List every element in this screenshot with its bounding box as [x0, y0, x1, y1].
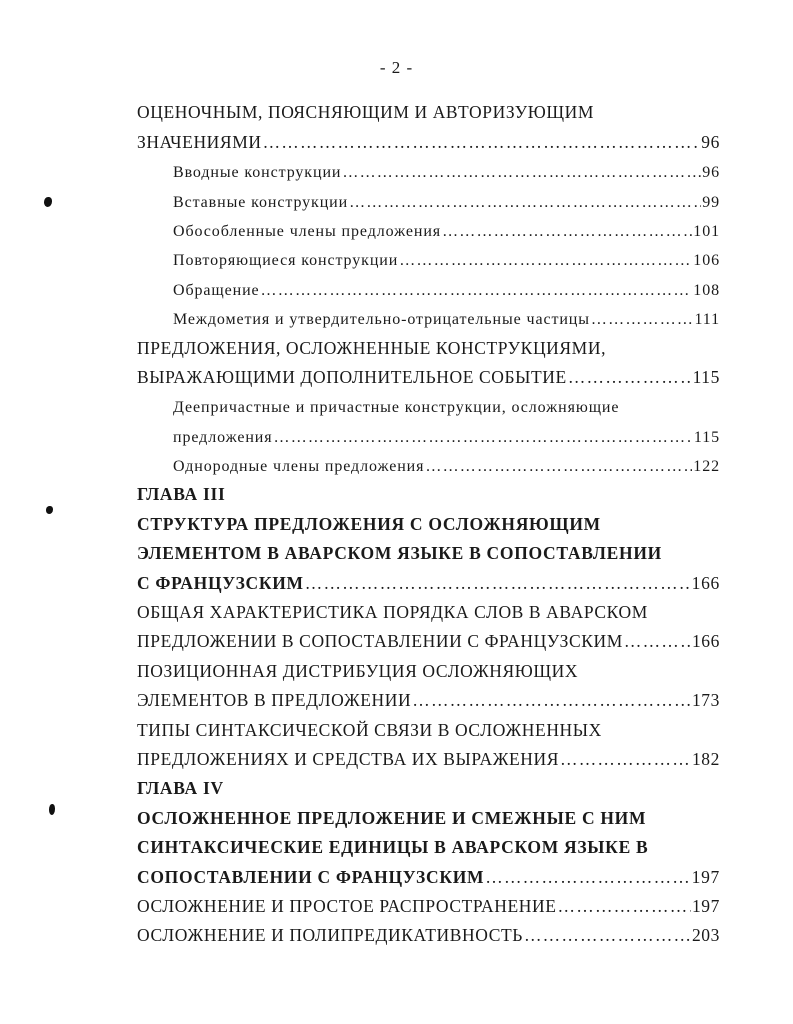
dot-leader: [263, 132, 701, 153]
toc-entry-text: ОСЛОЖНЕНИЕ И ПРОСТОЕ РАСПРОСТРАНЕНИЕ: [137, 895, 557, 916]
toc-entry-text: ОЦЕНОЧНЫМ, ПОЯСНЯЮЩИМ И АВТОРИЗУЮЩИМ: [137, 102, 594, 123]
toc-line: [137, 123, 720, 152]
toc-entry-text: ТИПЫ СИНТАКСИЧЕСКОЙ СВЯЗИ В ОСЛОЖНЕННЫХ: [137, 719, 602, 740]
toc-page-number: 182: [691, 748, 720, 769]
chapter-heading: [137, 476, 720, 505]
toc-line: [137, 741, 720, 770]
dot-leader: [342, 164, 701, 182]
toc-line: [137, 388, 720, 417]
toc-line: [137, 829, 720, 858]
toc-page-number: 166: [691, 572, 720, 593]
toc-line: [137, 682, 720, 711]
toc-entry-text: СТРУКТУРА ПРЕДЛОЖЕНИЯ С ОСЛОЖНЯЮЩИМ: [137, 513, 601, 534]
toc-page-number: 122: [693, 458, 720, 476]
toc-entry-text: С ФРАНЦУЗСКИМ: [137, 572, 304, 593]
toc-entry-text: ПРЕДЛОЖЕНИИ В СОПОСТАВЛЕНИИ С ФРАНЦУЗСКИМ: [137, 631, 623, 652]
toc-entry-text: ЭЛЕМЕНТОВ В ПРЕДЛОЖЕНИИ: [137, 690, 412, 711]
toc-line: [137, 447, 720, 476]
dot-leader: [274, 429, 693, 447]
dot-leader: [399, 252, 692, 270]
toc-line: [137, 329, 720, 358]
dot-leader: [412, 690, 691, 711]
toc-line: [137, 359, 720, 388]
toc-line: [137, 300, 720, 329]
toc-page-number: 166: [691, 631, 720, 652]
toc-entry-text: ПРЕДЛОЖЕНИЯХ И СРЕДСТВА ИХ ВЫРАЖЕНИЯ: [137, 748, 560, 769]
toc-page-number: 197: [691, 895, 720, 916]
toc-line: [137, 652, 720, 681]
toc-page-number: 197: [691, 866, 720, 887]
toc-line: [137, 270, 720, 299]
toc-entry-text: ЗНАЧЕНИЯМИ: [137, 131, 262, 152]
toc-line: [137, 535, 720, 564]
scan-speck: [44, 197, 52, 207]
dot-leader: [558, 896, 691, 917]
dot-leader: [261, 282, 693, 300]
toc-entry-text: ПРЕДЛОЖЕНИЯ, ОСЛОЖНЕННЫЕ КОНСТРУКЦИЯМИ,: [137, 337, 607, 358]
toc-line: [137, 564, 720, 593]
toc-line: [137, 241, 720, 270]
toc-entry-text: Вводные конструкции: [173, 164, 342, 182]
toc-line: [137, 711, 720, 740]
toc-page-number: 203: [691, 925, 720, 946]
toc-page-number: 101: [693, 222, 720, 240]
toc-entry-text: Повторяющиеся конструкции: [173, 252, 399, 270]
toc-entry-text: СОПОСТАВЛЕНИИ С ФРАНЦУЗСКИМ: [137, 866, 485, 887]
toc-entry-text: предложения: [173, 428, 273, 446]
toc-entry-text: ОСЛОЖНЕННОЕ ПРЕДЛОЖЕНИЕ И СМЕЖНЫЕ С НИМ: [137, 807, 647, 828]
toc-entry-text: Однородные члены предложения: [173, 458, 425, 476]
toc-entry-text: Вставные конструкции: [173, 193, 349, 211]
toc-page-number: 173: [691, 690, 720, 711]
toc-line: [137, 858, 720, 887]
toc-entry-text: ОСЛОЖНЕНИЕ И ПОЛИПРЕДИКАТИВНОСТЬ: [137, 925, 523, 946]
dot-leader: [305, 573, 691, 594]
toc-entry-text: СИНТАКСИЧЕСКИЕ ЕДИНИЦЫ В АВАРСКОМ ЯЗЫКЕ В: [137, 837, 649, 858]
dot-leader: [425, 458, 692, 476]
toc-entry-text: ГЛАВА IV: [137, 778, 224, 799]
toc-line: [137, 917, 720, 946]
scan-speck: [46, 506, 53, 514]
toc-page-number: 96: [701, 131, 720, 152]
table-of-contents: [137, 94, 720, 946]
toc-entry-text: ЭЛЕМЕНТОМ В АВАРСКОМ ЯЗЫКЕ В СОПОСТАВЛЕНИИ: [137, 543, 662, 564]
toc-entry-text: Деепричастные и причастные конструкции, осложняющие: [173, 399, 620, 417]
dot-leader: [624, 631, 691, 652]
dot-leader: [568, 367, 692, 388]
dot-leader: [485, 867, 690, 888]
toc-entry-text: Обращение: [173, 281, 260, 299]
dot-leader: [349, 194, 701, 212]
toc-page-number: 99: [702, 193, 720, 211]
toc-entry-text: ПОЗИЦИОННАЯ ДИСТРИБУЦИЯ ОСЛОЖНЯЮЩИХ: [137, 660, 579, 681]
toc-entry-text: ВЫРАЖАЮЩИМИ ДОПОЛНИТЕЛЬНОЕ СОБЫТИЕ: [137, 366, 567, 387]
toc-line: [137, 799, 720, 828]
toc-entry-text: Обособленные члены предложения: [173, 222, 442, 240]
toc-page-number: 96: [702, 164, 720, 182]
toc-page-number: 106: [693, 252, 720, 270]
toc-line: [137, 594, 720, 623]
toc-page-number: 108: [693, 281, 720, 299]
toc-line: [137, 153, 720, 182]
toc-entry-text: ГЛАВА III: [137, 484, 226, 505]
dot-leader: [524, 925, 691, 946]
toc-page-number: 115: [692, 366, 720, 387]
chapter-heading: [137, 770, 720, 799]
toc-line: [137, 94, 720, 123]
toc-page-number: 115: [693, 428, 720, 446]
dot-leader: [560, 749, 691, 770]
scan-speck: [49, 804, 55, 815]
toc-line: [137, 505, 720, 534]
toc-line: [137, 888, 720, 917]
toc-line: [137, 212, 720, 241]
toc-entry-text: ОБЩАЯ ХАРАКТЕРИСТИКА ПОРЯДКА СЛОВ В АВАРСКОМ: [137, 602, 648, 623]
toc-line: [137, 417, 720, 446]
toc-line: [137, 182, 720, 211]
toc-entry-text: Междометия и утвердительно-отрицательные частицы: [173, 311, 590, 329]
dot-leader: [442, 223, 692, 241]
toc-page-number: 111: [694, 311, 720, 329]
dot-leader: [591, 311, 694, 329]
toc-line: [137, 623, 720, 652]
page-number: - 2 -: [379, 58, 414, 77]
